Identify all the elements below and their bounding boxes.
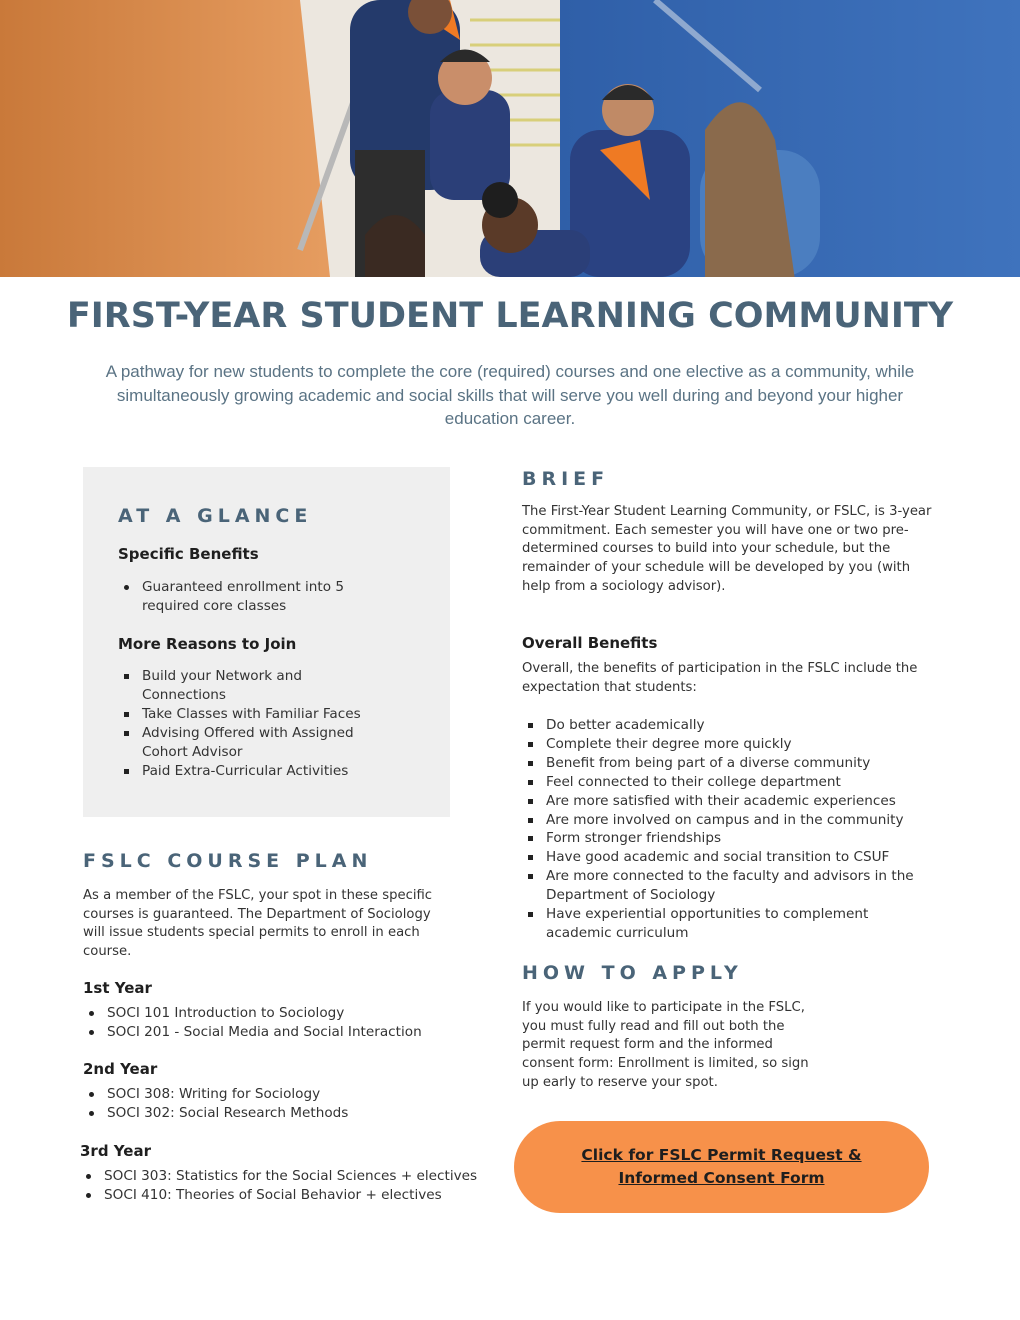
list-item: Are more involved on campus and in the community <box>522 811 942 830</box>
year-1-heading: 1st Year <box>83 979 152 997</box>
how-to-apply-text: If you would like to participate in the FSLC, you must fully read and fill out both the permit request form and the informed consent form: Enrollment is limited, so sign up early to reserve your spot. <box>522 1000 809 1090</box>
permit-request-form-button[interactable] <box>514 1121 929 1213</box>
overall-benefits-list <box>522 716 942 943</box>
course-item: SOCI 308: Writing for Sociology <box>83 1085 483 1104</box>
course-item: SOCI 201 - Social Media and Social Interaction <box>83 1023 483 1042</box>
students-on-stairs-image <box>0 0 1020 277</box>
list-item: Benefit from being part of a diverse community <box>522 754 942 773</box>
list-item: Do better academically <box>522 716 942 735</box>
page-subtitle: A pathway for new students to complete the core (required) courses and one elective as a community, while simultaneously growing academic and social skills that will serve you well during and beyond your higher education career. <box>105 362 915 428</box>
more-reasons-heading: More Reasons to Join <box>118 635 297 653</box>
year-2-courses <box>83 1085 483 1123</box>
specific-benefits-list <box>118 578 348 616</box>
list-item: Take Classes with Familiar Faces <box>118 705 398 724</box>
permit-request-form-link[interactable]: Click for FSLC Permit Request & Informed Consent Form <box>581 1146 862 1187</box>
year-1-courses <box>83 1004 483 1042</box>
how-to-apply-heading: HOW TO APPLY <box>522 962 743 984</box>
course-plan-heading: FSLC COURSE PLAN <box>83 850 373 872</box>
year-3-heading: 3rd Year <box>80 1142 151 1160</box>
list-item: Paid Extra-Curricular Activities <box>118 762 398 781</box>
course-item: SOCI 410: Theories of Social Behavior + electives <box>80 1186 500 1205</box>
list-item: Are more satisfied with their academic experiences <box>522 792 942 811</box>
list-item: Guaranteed enrollment into 5 required core classes <box>118 578 348 616</box>
specific-benefits-heading: Specific Benefits <box>118 545 259 563</box>
hero-photo <box>0 0 1020 277</box>
at-a-glance-heading: AT A GLANCE <box>118 505 313 527</box>
course-item: SOCI 303: Statistics for the Social Sciences + electives <box>80 1167 500 1186</box>
course-item: SOCI 101 Introduction to Sociology <box>83 1004 483 1023</box>
course-item: SOCI 302: Social Research Methods <box>83 1104 483 1123</box>
list-item: Build your Network and Connections <box>118 667 322 705</box>
more-reasons-list <box>118 667 398 780</box>
year-3-courses <box>80 1167 500 1205</box>
course-plan-intro: As a member of the FSLC, your spot in these specific courses is guaranteed. The Department of Sociology will issue students special permits to enroll in each course. <box>83 888 433 960</box>
list-item: Are more connected to the faculty and advisors in the Department of Sociology <box>522 867 936 905</box>
at-a-glance-box <box>83 467 450 817</box>
list-item: Have good academic and social transition to CSUF <box>522 848 942 867</box>
page-title: FIRST-YEAR STUDENT LEARNING COMMUNITY <box>66 296 954 336</box>
list-item: Advising Offered with Assigned Cohort Advisor <box>118 724 372 762</box>
list-item: Form stronger friendships <box>522 829 942 848</box>
overall-benefits-heading: Overall Benefits <box>522 634 658 652</box>
brief-heading: BRIEF <box>522 468 610 490</box>
overall-benefits-intro: Overall, the benefits of participation in the FSLC include the expectation that students: <box>522 661 918 695</box>
year-2-heading: 2nd Year <box>83 1060 158 1078</box>
list-item: Have experiential opportunities to complement academic curriculum <box>522 905 896 943</box>
brief-text: The First-Year Student Learning Community, or FSLC, is 3-year commitment. Each semester you will have one or two pre-determined courses to build into your schedule, but the remainder of your schedule will be developed by you (with help from a sociology advisor). <box>522 504 932 594</box>
list-item: Complete their degree more quickly <box>522 735 942 754</box>
list-item: Feel connected to their college department <box>522 773 942 792</box>
